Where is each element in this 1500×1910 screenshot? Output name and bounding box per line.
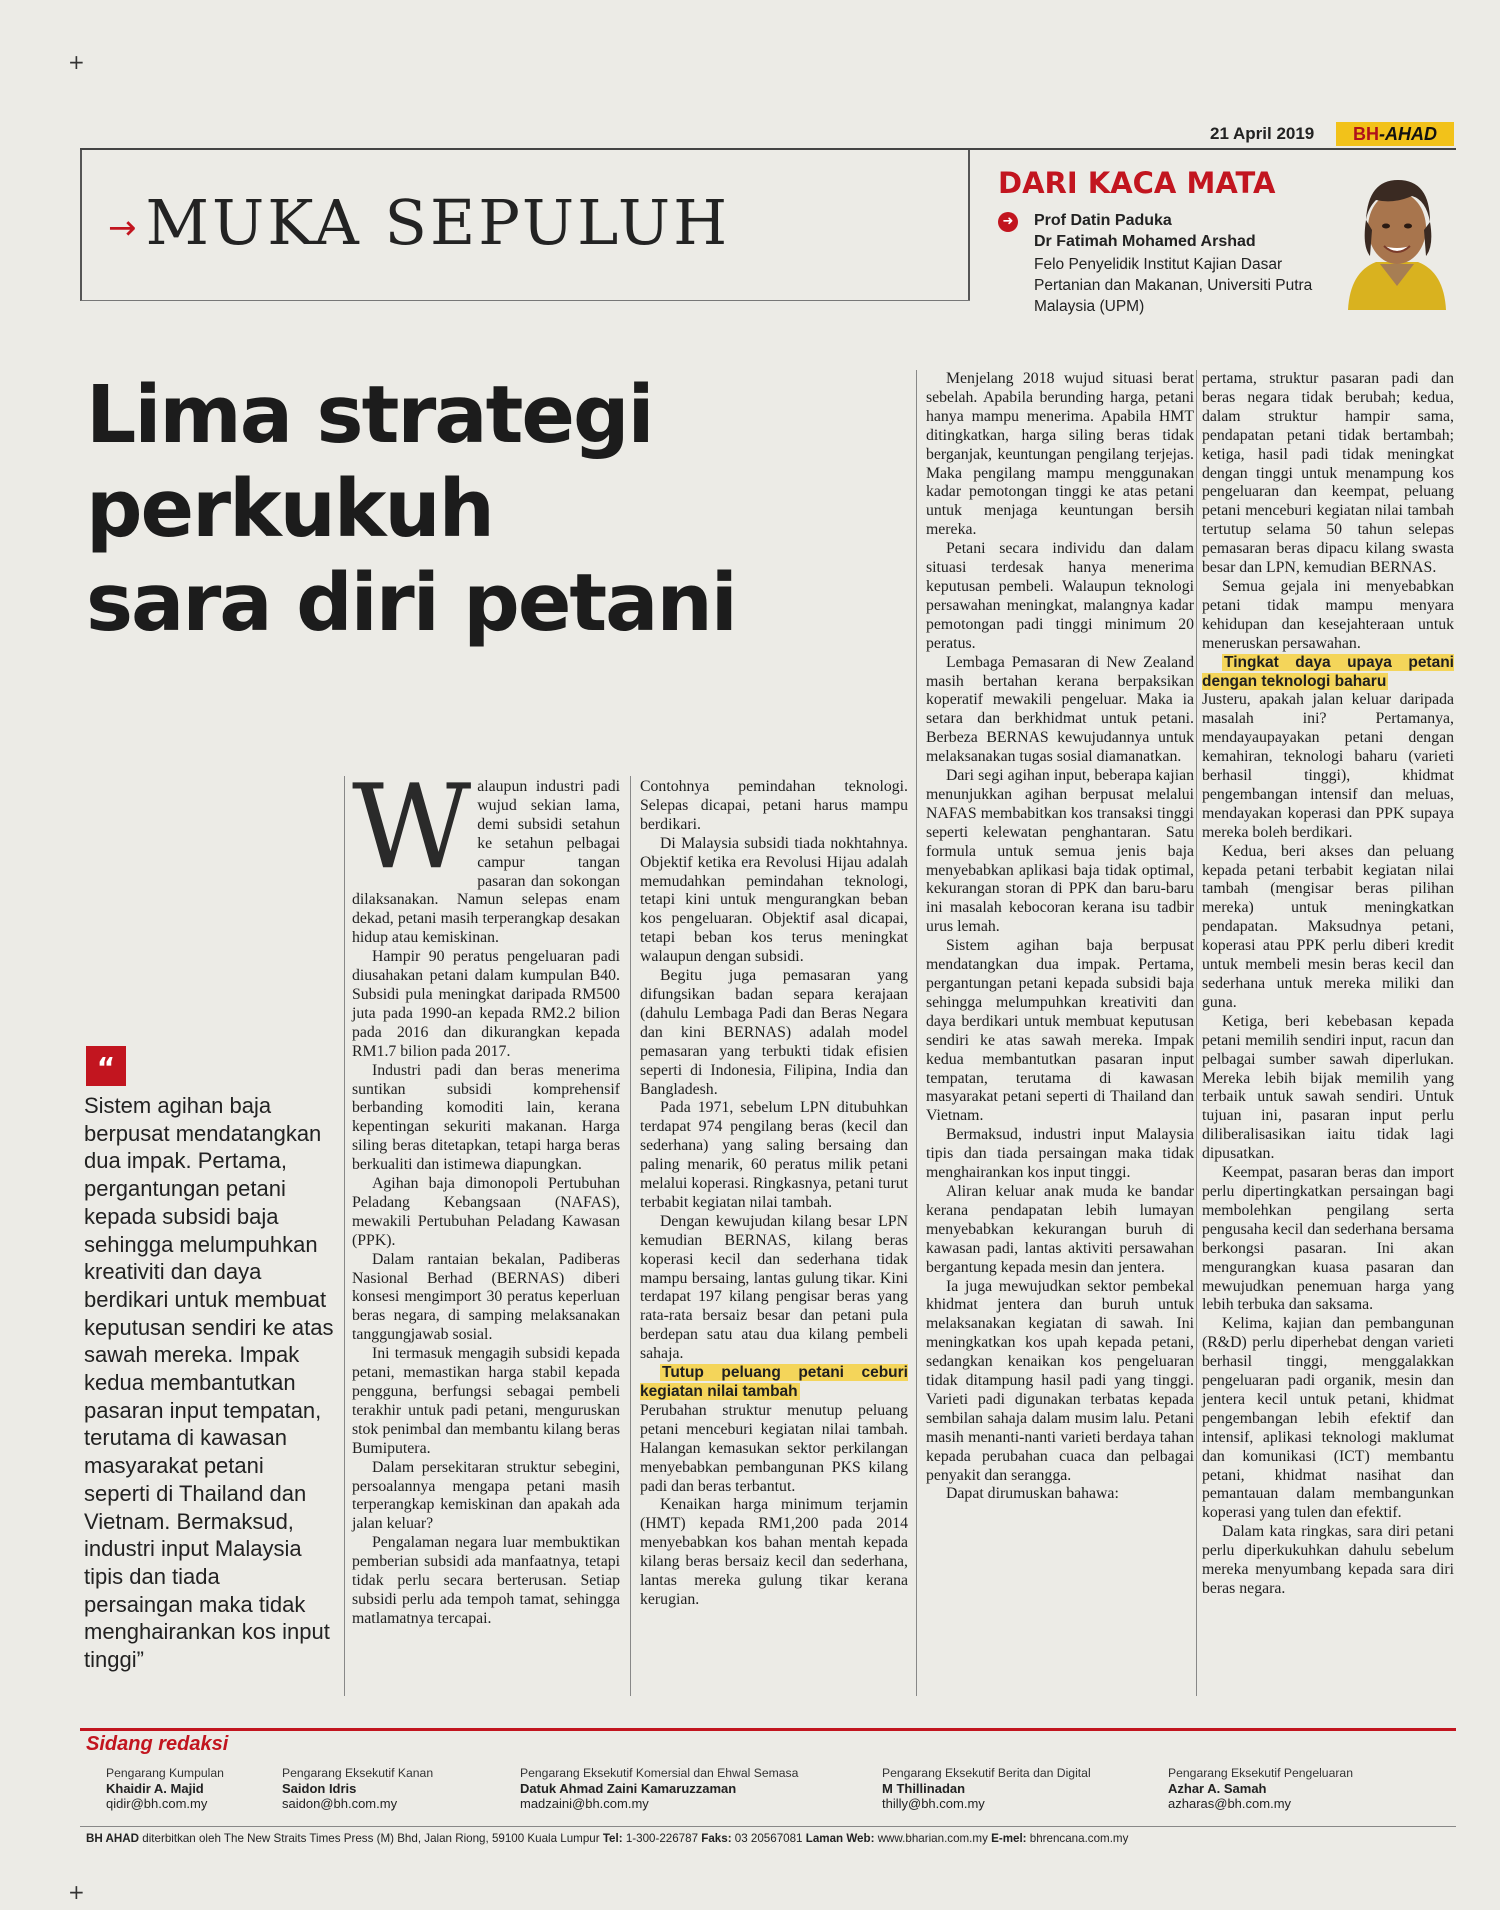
- paragraph: Kelima, kajian dan pembangunan (R&D) perlu diperhebat dengan varieti berhasil tinggi, menggalakkan pengeluaran padi organik, mesin dan jentera kecil untuk petani, khidmat pengembangan lebih efektif dan intensif, aplikasi teknologi maklumat dan komunikasi (ICT) membantu petani, khidmat nasihat dan pemantauan dalam membangunkan koperasi yang tulen dan efektif.: [1202, 1315, 1454, 1522]
- section-title: →MUKA SEPULUH: [108, 186, 731, 259]
- paragraph: Begitu juga pemasaran yang difungsikan badan separa kerajaan (dahulu Lembaga Padi dan Beras Negara dan kini BERNAS) adalah model pemasaran yang terbukti tidak efisien seperti di Indonesia, Filipina, India dan Bangladesh.: [640, 967, 908, 1098]
- paragraph: Sistem agihan baja berpusat mendatangkan dua impak. Pertama, pergantungan petani kepada subsidi baja sehingga melumpuhkan kreativiti dan daya berdikari untuk membuat keputusan sendiri ke atas sawah mereka. Impak kedua membantutkan pasaran input tempatan, terutama di kawasan masyarakat petani seperti di Thailand dan Vietnam.: [926, 937, 1194, 1125]
- subheading-wrap: [640, 1364, 908, 1402]
- staff-entry: Pengarang Eksekutif Komersial dan Ehwal Semasa Datuk Ahmad Zaini Kamaruzzaman madzaini@bh.com.my: [520, 1766, 799, 1811]
- paragraph: Menjelang 2018 wujud situasi berat sebelah. Apabila berunding harga, petani hanya mampu menerima. Apabila HMT ditingkatkan, harga siling beras tidak berganjak, keuntungan pengilang terjejas. Maka pengilang mampu menggunakan kadar pemotongan tinggi ke atas petani untuk menjaga keuntungan bersih mereka.: [926, 370, 1194, 539]
- subheading: Tutup peluang petani ceburi kegiatan nilai tambah: [640, 1364, 908, 1400]
- subheading-wrap: [1202, 654, 1454, 692]
- paragraph: Bermaksud, industri input Malaysia tipis dan tiada persaingan maka tidak menghairankan kos input tinggi.: [926, 1126, 1194, 1182]
- paragraph: Dalam kata ringkas, sara diri petani perlu diperkukuhkan dahulu sebelum mereka menyumbang kepada sara diri beras negara.: [1202, 1523, 1454, 1597]
- paragraph: Lembaga Pemasaran di New Zealand masih bertahan kerana berpaksikan koperatif mewakili pengeluar. Maka ia setara dan berkhidmat untuk petani. Berbeza BERNAS kewujudannya untuk melaksanakan tugas sosial diamanatkan.: [926, 653, 1194, 766]
- staff-entry: Pengarang Eksekutif Kanan Saidon Idris saidon@bh.com.my: [282, 1766, 434, 1811]
- paragraph: Aliran keluar anak muda ke bandar kerana pendapatan lebih lumayan menyebabkan kekurangan buruh di kawasan padi, lantas aktiviti persawahan bergantung kepada mesin dan jentera.: [926, 1182, 1194, 1276]
- paragraph: alaupun industri padi wujud sekian lama, demi subsidi setahun ke setahun pelbagai campur tangan pasaran dan sokongan dilaksanakan. Namun selepas enam dekad, petani masih terperangkap desakan hidup atau kemiskinan.: [352, 778, 620, 947]
- paragraph: Agihan baja dimonopoli Pertubuhan Peladang Kebangsaan (NAFAS), mewakili Pertubuhan Peladang Kawasan (PPK).: [352, 1175, 620, 1249]
- author-affiliation: Felo Penyelidik Institut Kajian Dasar Pertanian dan Makanan, Universiti Putra Malaysia (UPM): [1034, 256, 1313, 315]
- email-link[interactable]: qidir@bh.com.my: [106, 1796, 208, 1811]
- staff-entry: Pengarang Eksekutif Berita dan Digital M Thillinadan thilly@bh.com.my: [882, 1766, 1091, 1811]
- paragraph: Kenaikan harga minimum terjamin (HMT) kepada RM1,200 pada 2014 menyebabkan kos bahan mentah kepada kilang beras bersaiz kecil dan sederhana, lantas mereka gulung tikar kerana kerugian.: [640, 1496, 908, 1608]
- paragraph: Di Malaysia subsidi tiada nokhtahnya. Objektif ketika era Revolusi Hijau adalah memudahkan pemindahan teknologi, tetapi kini untuk mengurangkan beban kos pengeluaran. Objektif asal dicapai, tetapi beban kos terus meningkat walaupun dengan subsidi.: [640, 834, 908, 966]
- arrow-icon: →: [108, 207, 140, 248]
- paragraph: Hampir 90 peratus pengeluaran padi diusahakan petani dalam kumpulan B40. Subsidi pula meningkat daripada RM500 juta pada 1990-an kepada RM2.2 bilion pada 2016 dan dikurangkan kepada RM1.7 bilion pada 2017.: [352, 948, 620, 1060]
- editorial-board-heading: Sidang redaksi: [86, 1733, 229, 1755]
- paragraph: Dari segi agihan input, beberapa kajian menunjukkan agihan berpusat melalui NAFAS membabitkan kos transaksi tinggi seperti kelewatan penghantaran. Satu formula untuk semua jenis baja menyebabkan aplikasi baja tidak optimal, kekurangan storan di PPK dan baru-baru ini masalah kebocoran kerana isu tadbir urus lemah.: [926, 767, 1194, 936]
- brand-logo: BH-AHAD: [1336, 122, 1454, 146]
- headline: Lima strategi perkukuh sara diri petani: [86, 369, 736, 649]
- paragraph: Kedua, beri akses dan peluang kepada petani terbabit kegiatan nilai tambah (mengisar beras pilihan mereka) untuk meningkatkan pendapatan. Maksudnya petani, koperasi atau PPK perlu diberi kredit untuk membeli mesin beras kecil dan sederhana untuk mereka miliki dan guna.: [1202, 842, 1454, 1011]
- column-divider: [1196, 370, 1197, 1696]
- paragraph: Keempat, pasaran beras dan import perlu dipertingkatkan persaingan bagi membolehkan pengilang serta pengusaha kecil dan sederhana bersama berkongsi pasaran. Ini akan mengurangkan kuasa pasaran dan mewujudkan penemuan harga yang lebih terbuka dan saksama.: [1202, 1164, 1454, 1314]
- website-link[interactable]: www.bharian.com.my: [877, 1832, 988, 1845]
- column-title: DARI KACA MATA: [998, 166, 1276, 200]
- issue-date: 21 April 2019: [1210, 124, 1315, 143]
- article-column-1: [352, 760, 620, 1629]
- paragraph: Dapat dirumuskan bahawa:: [946, 1485, 1119, 1503]
- arrow-circle-icon: ➜: [998, 212, 1018, 232]
- paragraph: Ia juga mewujudkan sektor pembekal khidmat jentera dan buruh untuk melaksanakan kegiatan di sawah. Ini meningkatkan kos upah kepada petani, sedangkan kenaikan kos pengeluaran tidak ditampung hasil padi yang tinggi. Varieti padi digunakan terbatas kepada sembilan sahaja dalam musim lalu. Petani masih menanti-nanti varieti berdaya tahan kepada perubahan cuaca dan pelbagai penyakit dan serangga.: [926, 1277, 1194, 1484]
- registration-mark: +: [68, 50, 85, 74]
- paragraph: Perubahan struktur menutup peluang petani menceburi kegiatan nilai tambah. Halangan kemasukan sektor perkilangan menyebabkan pembangunan PKS kilang padi dan beras terbantut.: [640, 1401, 908, 1495]
- paragraph: Contohnya pemindahan teknologi. Selepas dicapai, petani harus mampu berdikari.: [640, 778, 908, 833]
- registration-mark: +: [68, 1880, 85, 1904]
- paragraph: Semua gejala ini menyebabkan petani tidak mampu menyara kehidupan dan kesejahteraan untuk meneruskan persawahan.: [1202, 577, 1454, 652]
- publisher-rule: [80, 1826, 1456, 1827]
- footer-rule: [80, 1728, 1456, 1731]
- paragraph: pertama, struktur pasaran padi dan beras negara tidak berubah; kedua, dalam struktur hampir sama, pendapatan petani tidak bertambah; ketiga, hasil padi tidak meningkat dengan tinggi untuk menampung kos pengeluaran dan keempat, peluang petani menceburi kegiatan nilai tambah tertutup selama 50 tahun selepas pemasaran beras dipacu kilang swasta besar dan LPN, kemudian BERNAS.: [1202, 370, 1454, 577]
- paragraph: Pada 1971, sebelum LPN ditubuhkan terdapat 974 pengilang beras (kecil dan sederhana) yang saling bersaing dan paling menarik, 60 peratus milik petani melalui koperasi. Ringkasnya, petani turut terbabit kegiatan nilai tambah.: [640, 1099, 908, 1211]
- email-link[interactable]: bhrencana.com.my: [1029, 1832, 1129, 1845]
- email-link[interactable]: azharas@bh.com.my: [1168, 1796, 1292, 1811]
- staff-entry: Pengarang Kumpulan Khaidir A. Majid qidir@bh.com.my: [106, 1766, 224, 1811]
- email-link[interactable]: saidon@bh.com.my: [282, 1796, 398, 1811]
- author-name: Prof Datin Paduka Dr Fatimah Mohamed Arshad: [1034, 212, 1256, 250]
- subheading: Tingkat daya upaya petani dengan teknologi baharu: [1202, 653, 1454, 690]
- column-divider: [916, 370, 917, 1696]
- article-column-4: [1202, 370, 1454, 1599]
- paragraph: Ini termasuk mengagih subsidi kepada petani, memastikan harga stabil kepada pengguna, berfungsi sebagai pembeli terakhir untuk padi petani, menguruskan stok penimbal dan membantu kilang beras Bumiputera.: [352, 1345, 620, 1457]
- paragraph: Ketiga, beri kebebasan kepada petani memilih sendiri input, racun dan pelbagai sumber sawah diperlukan. Mereka lebih bijak memilih yang terbaik untuk sawah sendiri. Untuk tujuan ini, pasaran input perlu diliberalisasikan iaitu tidak lagi dipusatkan.: [1202, 1012, 1454, 1163]
- column-divider: [344, 776, 345, 1696]
- column-divider: [630, 776, 631, 1696]
- pull-quote: Sistem agihan baja berpusat mendatangkan dua impak. Pertama, pergantungan petani kepada subsidi baja sehingga melumpuhkan kreativiti dan daya berdikari untuk membuat keputusan sendiri ke atas sawah mereka. Impak kedua membantutkan pasaran input tempatan, terutama di kawasan masyarakat petani seperti di Thailand dan Vietnam. Bermaksud, industri input Malaysia tipis dan tiada persaingan maka tidak menghairankan kos input tinggi”: [84, 1093, 334, 1673]
- email-link[interactable]: thilly@bh.com.my: [882, 1796, 985, 1811]
- author-photo: [1340, 160, 1454, 310]
- publisher-line: BH AHAD diterbitkan oleh The New Straits Times Press (M) Bhd, Jalan Riong, 59100 Kuala Lumpur Tel: 1-300-226787 Faks: 03 20567081 Laman Web: www.bharian.com.my E-mel: bhrencana.com.my: [86, 1832, 1129, 1845]
- paragraph: Dengan kewujudan kilang besar LPN kemudian BERNAS, kilang beras koperasi kecil dan sederhana tidak mampu bersaing, lantas gulung tikar. Kini terdapat 197 kilang pengisar beras yang rata-rata bersaiz besar dan petani pula berdepan satu atau dua kilang pembeli sahaja.: [640, 1212, 908, 1363]
- paragraph: Industri padi dan beras menerima suntikan subsidi komprehensif berbanding komoditi lain, kerana kepentingan sekuriti makanan. Harga siling beras ditetapkan, tetapi harga beras berkualiti dan istimewa diapungkan.: [352, 1061, 620, 1174]
- paragraph: Dalam rantaian bekalan, Padiberas Nasional Berhad (BERNAS) diberi konsesi mengimport 30 peratus keperluan beras negara, di samping melaksanakan tanggungjawab sosial.: [352, 1250, 620, 1344]
- article-column-2: [640, 778, 908, 1610]
- paragraph: Justeru, apakah jalan keluar daripada masalah ini? Pertamanya, mendayaupayakan petani dengan kemahiran, teknologi baharu (varieti berhasil tinggi), khidmat pengembangan intensif dan meluas, mendayakan koperasi dan PPK supaya mereka boleh berdikari.: [1202, 691, 1454, 841]
- drop-cap: W: [352, 760, 472, 895]
- paragraph: Petani secara individu dan dalam situasi terdesak hanya menerima keputusan pembeli. Walaupun teknologi persawahan meningkat, malangnya kadar pemotongan padi tinggi minimum 20 peratus.: [926, 540, 1194, 652]
- staff-entry: Pengarang Eksekutif Pengeluaran Azhar A. Samah azharas@bh.com.my: [1168, 1766, 1353, 1811]
- quote-icon: “: [86, 1046, 126, 1086]
- paragraph: Dalam persekitaran struktur sebegini, persoalannya mengapa petani masih terperangkap kemiskinan dan apakah ada jalan keluar?: [352, 1458, 620, 1533]
- article-column-3: [926, 370, 1194, 1504]
- email-link[interactable]: madzaini@bh.com.my: [520, 1796, 649, 1811]
- paragraph: Pengalaman negara luar membuktikan pemberian subsidi ada manfaatnya, tetapi tidak perlu secara berterusan. Setiap subsidi perlu ada tempoh tamat, sehingga matlamatnya tercapai.: [352, 1534, 620, 1627]
